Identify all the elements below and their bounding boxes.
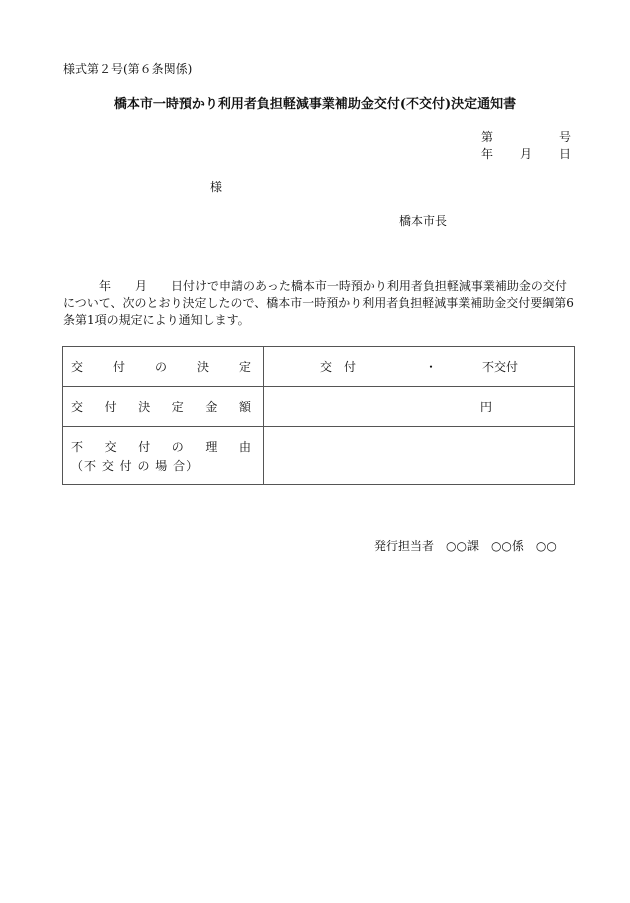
form-number: 様式第２号(第６条関係): [63, 62, 193, 76]
number-suffix: 号: [558, 130, 571, 144]
date-day: 日: [558, 147, 571, 161]
grant-decision-value: [264, 347, 575, 387]
no-grant-reason-value: [264, 427, 575, 485]
addressee-suffix: 様: [210, 180, 223, 194]
no-grant-option: 不交付: [481, 360, 518, 374]
date-year: 年: [481, 147, 494, 161]
table-row: [63, 387, 575, 427]
no-grant-case-note: （不 交 付 の 場 合）: [71, 458, 200, 473]
table-row: [63, 427, 575, 485]
separator-dot: ・: [424, 360, 437, 374]
grant-decision-label: 交 付 の 決 定: [63, 347, 264, 387]
document-title: 橋本市一時預かり利用者負担軽減事業補助金交付(不交付)決定通知書: [113, 97, 517, 112]
no-grant-reason-label: 不 交 付 の 理 由 （不 交 付 の 場 合）: [63, 427, 264, 485]
yen-unit: 円: [479, 400, 492, 414]
body-line-1: 年 月 日付けで申請のあった橋本市一時預かり利用者負担軽減事業補助金の交付: [99, 279, 567, 293]
sender: 橋本市長: [399, 214, 448, 228]
table-row: [63, 347, 575, 387]
number-prefix: 第: [481, 130, 494, 144]
decision-table: [62, 346, 575, 485]
body-line-3: 条第1項の規定により通知します。: [63, 313, 250, 327]
grant-amount-label: 交 付 決 定 金 額: [63, 387, 264, 427]
grant-option: 交 付: [319, 360, 356, 374]
date-line: [481, 145, 571, 162]
grant-amount-value: [264, 387, 575, 427]
date-month: 月: [519, 147, 532, 161]
body-line-2: について、次のとおり決定したので、橋本市一時預かり利用者負担軽減事業補助金交付要綱第6: [63, 296, 574, 310]
body-text: [63, 278, 578, 329]
document-number: [481, 128, 571, 145]
issuer-line: 発行担当者 ○○課 ○○係 ○○: [374, 539, 557, 553]
